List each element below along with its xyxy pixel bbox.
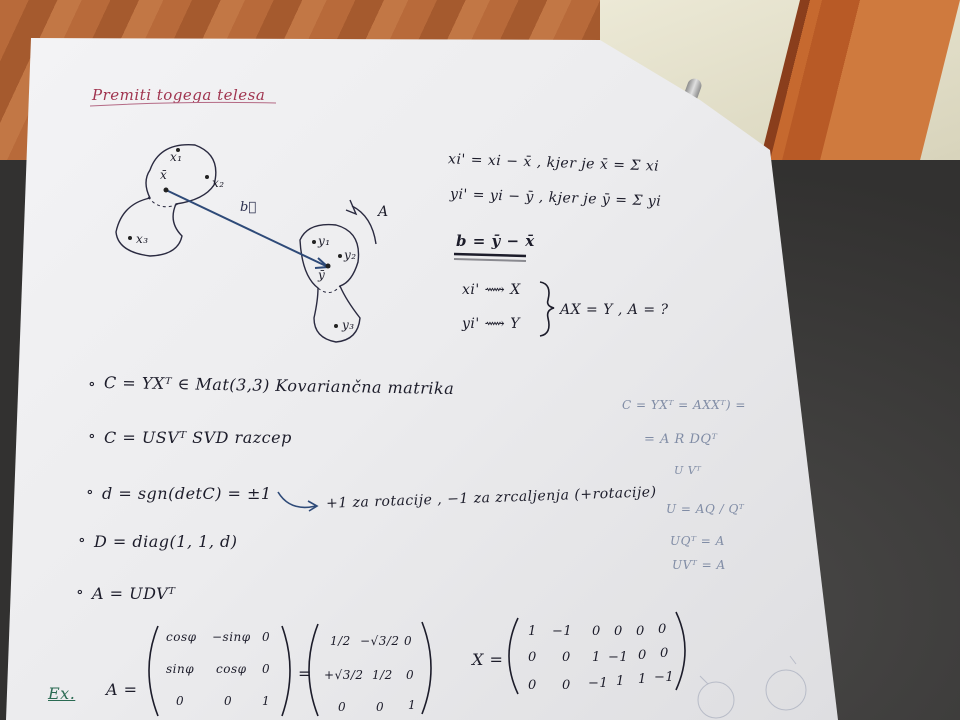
formula-system: AX = Y , A = ? — [560, 302, 669, 318]
matrix-X-label: X = — [472, 650, 504, 669]
X-cell-0-4: 0 — [636, 624, 645, 639]
A-num-1-1: 1/2 — [372, 668, 393, 682]
A-num-0-0: 1/2 — [330, 634, 351, 648]
step-3-note: +1 za rotacije , −1 za zrcaljenja (+rotacije) — [325, 484, 657, 512]
X-cell-2-4: 1 — [638, 672, 647, 687]
bullet-1: ∘ — [88, 374, 97, 393]
A-cell-0-2: 0 — [262, 630, 271, 644]
A-num-2-1: 0 — [376, 700, 385, 714]
A-cell-1-1: cosφ — [216, 662, 247, 676]
label-x1: x₁ — [170, 150, 183, 164]
X-cell-2-1: 0 — [562, 678, 571, 693]
formula-map-x: xi' ⟿ X — [462, 282, 521, 298]
A-num-0-2: 0 — [404, 634, 413, 648]
A-cell-2-1: 0 — [224, 694, 233, 708]
label-y1: y₁ — [318, 234, 331, 248]
A-cell-2-2: 1 — [262, 694, 271, 708]
matrix-A-label: A = — [106, 680, 138, 699]
A-cell-1-2: 0 — [262, 662, 271, 676]
A-cell-0-0: cosφ — [166, 630, 197, 644]
X-cell-2-0: 0 — [528, 678, 537, 693]
equals-sign: = — [298, 664, 312, 683]
X-cell-1-4: 0 — [638, 648, 647, 663]
A-num-2-0: 0 — [338, 700, 347, 714]
label-y3: y₃ — [342, 318, 355, 332]
step-5: A = UDVᵀ — [92, 584, 176, 603]
A-cell-0-1: −sinφ — [212, 630, 251, 644]
X-cell-1-0: 0 — [528, 650, 537, 665]
A-num-2-2: 1 — [408, 698, 417, 712]
side-note-2: = A R DQᵀ — [644, 432, 718, 447]
formula-b: b = ȳ − x̄ — [456, 232, 535, 250]
step-1: C = YXᵀ ∈ Mat(3,3) Kovariančna matrika — [103, 372, 455, 399]
side-note-5: UQᵀ = A — [670, 534, 725, 548]
bullet-2: ∘ — [88, 426, 97, 445]
example-label: Ex. — [48, 684, 76, 703]
bullet-3: ∘ — [86, 482, 95, 501]
side-note-6: UVᵀ = A — [672, 558, 726, 572]
label-A: A — [378, 204, 389, 220]
X-cell-2-2: −1 — [588, 676, 609, 691]
X-cell-1-5: 0 — [660, 646, 669, 661]
X-cell-1-1: 0 — [562, 650, 571, 665]
A-num-1-2: 0 — [406, 668, 415, 682]
A-num-0-1: −√3/2 — [360, 634, 400, 648]
label-x3: x₃ — [136, 232, 149, 246]
A-num-1-0: +√3/2 — [324, 668, 364, 682]
formula-yprime: yi' = yi − ȳ , kjer je ȳ = Σ yi — [449, 186, 662, 210]
X-cell-0-5: 0 — [658, 622, 667, 637]
X-cell-2-3: 1 — [616, 674, 625, 689]
step-4: D = diag(1, 1, d) — [94, 532, 238, 551]
label-xbar: x̄ — [160, 168, 168, 182]
side-note-1: C = YXᵀ = AXXᵀ) = — [622, 398, 746, 412]
X-cell-1-3: −1 — [608, 650, 629, 665]
X-cell-0-2: 0 — [592, 624, 601, 639]
X-cell-0-0: 1 — [528, 624, 537, 639]
step-2: C = USVᵀ SVD razcep — [104, 428, 292, 447]
X-cell-1-2: 1 — [592, 650, 601, 665]
X-cell-2-5: −1 — [654, 670, 675, 685]
bullet-4: ∘ — [78, 530, 87, 549]
label-ybar: ȳ — [318, 268, 326, 282]
page-title: Premiti togega telesa — [92, 86, 266, 104]
A-cell-1-0: sinφ — [166, 662, 195, 676]
X-cell-0-3: 0 — [614, 624, 623, 639]
bullet-5: ∘ — [76, 582, 85, 601]
side-note-3: U Vᵀ — [674, 464, 702, 477]
formula-map-y: yi' ⟿ Y — [462, 316, 520, 332]
A-cell-2-0: 0 — [176, 694, 185, 708]
label-y2: y₂ — [344, 248, 357, 262]
X-cell-0-1: −1 — [552, 624, 573, 639]
step-3: d = sgn(detC) = ±1 — [102, 484, 272, 503]
side-note-4: U = AQ / Qᵀ — [666, 502, 745, 516]
formula-xprime: xi' = xi − x̄ , kjer je x̄ = Σ xi — [447, 151, 660, 175]
label-b: b⃗ — [240, 200, 257, 215]
label-x2: x₂ — [212, 176, 225, 190]
